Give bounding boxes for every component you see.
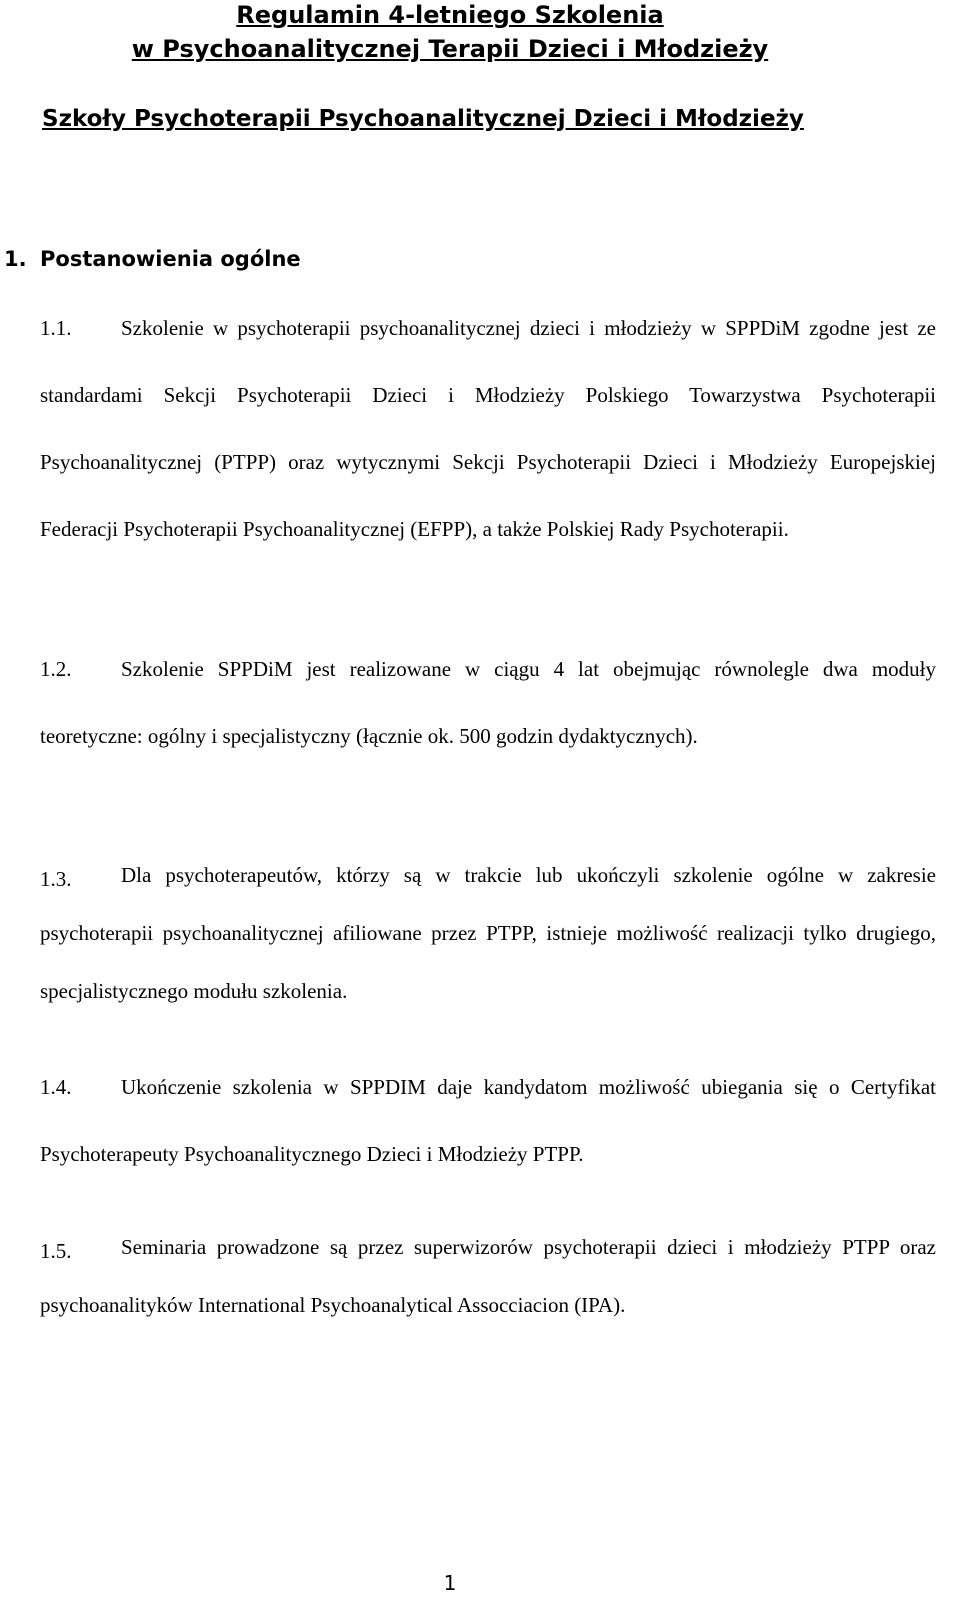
page-number: 1 bbox=[443, 1571, 457, 1595]
paragraph-1-3 bbox=[40, 846, 936, 1020]
paragraph-1-1 bbox=[40, 295, 936, 563]
section-number: 1. bbox=[4, 247, 27, 271]
paragraph-text: Dla psychoterapeutów, którzy są w trakcie lub ukończyli szkolenie ogólne w zakresie psychoterapii psychoanalitycznej afiliowane przez PTPP, istnieje możliwość realizacji tylko drugiego, specjalistycznego modułu szkolenia. bbox=[40, 863, 936, 1003]
section-heading bbox=[4, 245, 301, 273]
section-title: Postanowienia ogólne bbox=[40, 247, 301, 271]
paragraph-text: Ukończenie szkolenia w SPPDIM daje kandydatom możliwość ubiegania się o Certyfikat Psychoterapeuty Psychoanalitycznego Dzieci i Młodzieży PTPP. bbox=[40, 1075, 936, 1166]
paragraph-number: 1.2. bbox=[40, 657, 72, 681]
paragraph-number: 1.4. bbox=[40, 1075, 72, 1099]
paragraph-text: Szkolenie SPPDiM jest realizowane w ciągu 4 lat obejmując równolegle dwa moduły teoretyczne: ogólny i specjalistyczny (łącznie ok. 500 godzin dydaktycznych). bbox=[40, 657, 936, 748]
paragraph-number: 1.1. bbox=[40, 316, 72, 340]
paragraph-1-2 bbox=[40, 636, 936, 770]
school-name: Szkoły Psychoterapii Psychoanalitycznej Dzieci i Młodzieży bbox=[42, 106, 804, 132]
paragraph-text: Seminaria prowadzone są przez superwizorów psychoterapii dzieci i młodzieży PTPP oraz psychoanalityków International Psychoanalytical Assocciacion (IPA). bbox=[40, 1235, 936, 1317]
paragraph-number: 1.5. bbox=[40, 1239, 72, 1263]
paragraph-1-5 bbox=[40, 1218, 936, 1334]
paragraph-1-4 bbox=[40, 1054, 936, 1188]
paragraph-number: 1.3. bbox=[40, 867, 72, 891]
paragraph-text: Szkolenie w psychoterapii psychoanalitycznej dzieci i młodzieży w SPPDiM zgodne jest ze standardami Sekcji Psychoterapii Dzieci i Młodzieży Polskiego Towarzystwa Psychoterapii Psychoanalitycznej (PTPP) oraz wytycznymi Sekcji Psychoterapii Dzieci i Młodzieży Europejskiej Federacji Psychoterapii Psychoanalitycznej (EFPP), a także Polskiej Rady Psychoterapii. bbox=[40, 316, 936, 541]
document-title-line-2: w Psychoanalitycznej Terapii Dzieci i Młodzieży bbox=[131, 35, 769, 63]
document-title-line-1: Regulamin 4-letniego Szkolenia bbox=[236, 1, 664, 29]
